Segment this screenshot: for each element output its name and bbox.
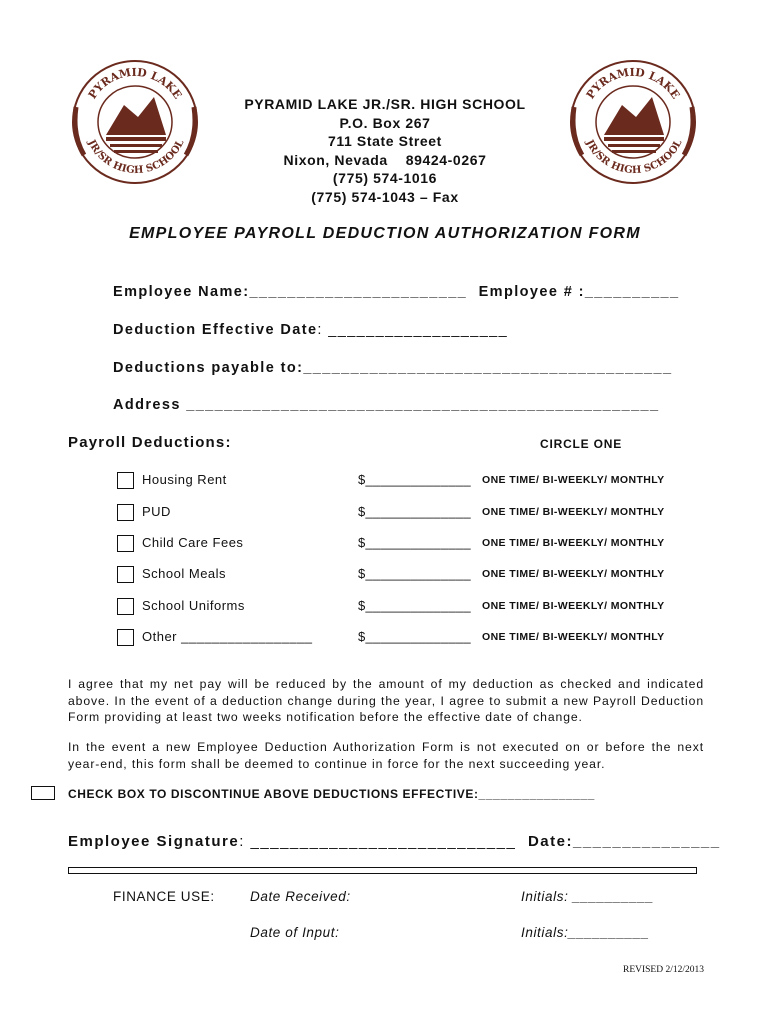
deduction-row xyxy=(0,565,770,587)
discontinue-checkbox[interactable] xyxy=(31,786,55,800)
agreement-paragraph: I agree that my net pay will be reduced by the amount of my deduction as checked and indicated above. In the event of a deduction change during the year, I agree to submit a new Payroll Deduction Form providing at least two weeks notification before the effective date of change. xyxy=(68,677,704,724)
form-title: EMPLOYEE PAYROLL DEDUCTION AUTHORIZATION FORM xyxy=(129,225,641,242)
deduction-checkbox[interactable] xyxy=(117,629,134,646)
date-of-input-label: Date of Input: xyxy=(250,925,340,940)
school-header xyxy=(200,95,570,206)
signature-label: Employee Signature xyxy=(68,833,240,850)
school-seal-right xyxy=(564,55,702,189)
signature-line[interactable] xyxy=(68,833,721,850)
deduction-checkbox[interactable] xyxy=(117,598,134,615)
deduction-row xyxy=(0,597,770,619)
employee-name-label: Employee Name:_______________________ xyxy=(113,284,468,300)
payroll-deductions-heading: Payroll Deductions: xyxy=(68,434,232,451)
deduction-amount[interactable]: $______________ xyxy=(358,535,471,550)
employee-name-field[interactable] xyxy=(113,284,679,300)
deduction-checkbox[interactable] xyxy=(117,566,134,583)
deduction-amount[interactable]: $______________ xyxy=(358,566,471,581)
deduction-label: School Meals xyxy=(142,566,227,581)
school-name: PYRAMID LAKE JR./SR. HIGH SCHOOL xyxy=(244,96,526,112)
deduction-label: Housing Rent xyxy=(142,472,227,487)
svg-text:PYRAMID LAKE: PYRAMID LAKE xyxy=(583,65,683,102)
deduction-row xyxy=(0,628,770,650)
school-po-box: P.O. Box 267 xyxy=(339,114,431,131)
deduction-frequency[interactable]: ONE TIME/ BI-WEEKLY/ MONTHLY xyxy=(482,631,665,643)
deduction-label: School Uniforms xyxy=(142,598,245,613)
deduction-frequency[interactable]: ONE TIME/ BI-WEEKLY/ MONTHLY xyxy=(482,600,665,612)
section-divider xyxy=(68,867,697,874)
deduction-frequency[interactable]: ONE TIME/ BI-WEEKLY/ MONTHLY xyxy=(482,474,665,486)
school-street: 711 State Street xyxy=(328,133,442,149)
deduction-row xyxy=(0,471,770,493)
deduction-frequency[interactable]: ONE TIME/ BI-WEEKLY/ MONTHLY xyxy=(482,506,665,518)
deduction-amount[interactable]: $______________ xyxy=(358,504,471,519)
deduction-amount[interactable]: $______________ xyxy=(358,598,471,613)
svg-text:PYRAMID LAKE: PYRAMID LAKE xyxy=(85,65,185,102)
initials-field-2[interactable]: Initials:__________ xyxy=(521,925,650,940)
effective-date-blank[interactable]: : ___________________ xyxy=(317,322,509,338)
signature-date[interactable]: Date:_______________ xyxy=(527,833,721,850)
deduction-label: Child Care Fees xyxy=(142,535,244,550)
initials-field-1[interactable]: Initials: __________ xyxy=(521,889,654,904)
date-received-label: Date Received: xyxy=(250,889,351,904)
deduction-row xyxy=(0,503,770,525)
deduction-amount[interactable]: $______________ xyxy=(358,472,471,487)
effective-date-label: Deduction Effective Date xyxy=(113,322,318,338)
school-phone: (775) 574-1016 xyxy=(332,170,438,186)
circle-one-label: CIRCLE ONE xyxy=(540,437,623,451)
continuation-paragraph: In the event a new Employee Deduction Authorization Form is not executed on or before the next year-end, this form shall be deemed to continue in force for the next succeeding year. xyxy=(68,740,704,771)
deduction-label: PUD xyxy=(142,504,171,519)
deduction-checkbox[interactable] xyxy=(117,472,134,489)
deduction-frequency[interactable]: ONE TIME/ BI-WEEKLY/ MONTHLY xyxy=(482,537,665,549)
address-field[interactable]: Address __________________________________________________ xyxy=(113,397,660,413)
discontinue-label: CHECK BOX TO DISCONTINUE ABOVE DEDUCTIONS EFFECTIVE:________________ xyxy=(68,787,595,801)
deduction-checkbox[interactable] xyxy=(117,504,134,521)
signature-blank[interactable]: : ___________________________ xyxy=(239,833,517,850)
effective-date-field[interactable] xyxy=(113,322,508,338)
deduction-frequency[interactable]: ONE TIME/ BI-WEEKLY/ MONTHLY xyxy=(482,568,665,580)
school-seal-left xyxy=(66,55,204,189)
deduction-label[interactable]: Other _________________ xyxy=(142,629,313,644)
school-city: Nixon, Nevada 89424-0267 xyxy=(283,151,487,168)
payable-to-field[interactable]: Deductions payable to:_______________________________________ xyxy=(113,360,673,376)
school-fax: (775) 574-1043 – Fax xyxy=(311,188,459,205)
svg-text:JR/SR HIGH SCHOOL: JR/SR HIGH SCHOOL xyxy=(583,138,685,177)
svg-text:JR/SR HIGH SCHOOL: JR/SR HIGH SCHOOL xyxy=(85,138,187,177)
deduction-row xyxy=(0,534,770,556)
deduction-amount[interactable]: $______________ xyxy=(358,629,471,644)
revised-date: REVISED 2/12/2013 xyxy=(622,965,704,975)
employee-number-field[interactable]: Employee # :__________ xyxy=(478,284,680,300)
finance-use-label: FINANCE USE: xyxy=(113,889,215,904)
deduction-checkbox[interactable] xyxy=(117,535,134,552)
